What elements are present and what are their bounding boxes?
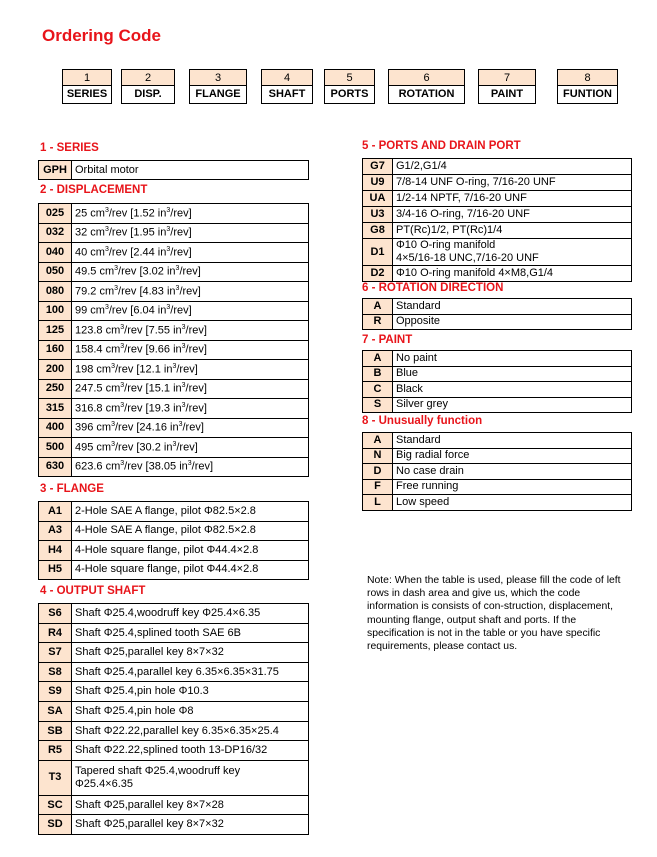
code-box-number: 6 bbox=[389, 70, 464, 86]
displacement-metric: 79.2 cm bbox=[75, 285, 115, 298]
code-cell: 200 bbox=[39, 360, 72, 380]
table-row bbox=[363, 159, 632, 175]
table-row bbox=[363, 351, 632, 367]
desc-cell bbox=[72, 795, 309, 815]
table-row bbox=[363, 207, 632, 223]
displacement-metric: 247.5 cm bbox=[75, 382, 121, 395]
table-row bbox=[39, 161, 309, 180]
code-cell: 032 bbox=[39, 223, 72, 243]
table-row bbox=[39, 721, 309, 741]
table-row bbox=[363, 433, 632, 449]
code-cell: 100 bbox=[39, 301, 72, 321]
superscript: 3 bbox=[120, 343, 125, 351]
superscript: 3 bbox=[166, 304, 171, 312]
code-box-number: 2 bbox=[122, 70, 174, 86]
displacement-unit: /rev] bbox=[179, 285, 201, 298]
desc-cell bbox=[72, 623, 309, 643]
code-cell: R bbox=[363, 314, 393, 330]
desc-cell bbox=[393, 433, 632, 449]
desc-cell bbox=[72, 360, 309, 380]
displacement-unit: /rev] bbox=[170, 226, 192, 239]
table-row bbox=[363, 239, 632, 266]
superscript: 3 bbox=[175, 284, 180, 292]
code-box-series bbox=[62, 69, 112, 104]
desc-text: Blue bbox=[396, 367, 419, 380]
code-cell: F bbox=[363, 479, 393, 495]
desc-cell bbox=[393, 299, 632, 315]
code-cell: R5 bbox=[39, 741, 72, 761]
displacement-metric: 198 cm bbox=[75, 363, 112, 376]
desc-text: No case drain bbox=[396, 464, 464, 477]
displacement-metric: 123.8 cm bbox=[75, 324, 121, 337]
desc-cell bbox=[72, 301, 309, 321]
superscript: 3 bbox=[104, 226, 109, 234]
code-cell: 315 bbox=[39, 399, 72, 419]
table-row bbox=[363, 299, 632, 315]
code-cell: 250 bbox=[39, 379, 72, 399]
table-row bbox=[39, 282, 309, 302]
ports-table bbox=[362, 158, 632, 282]
code-cell: H5 bbox=[39, 560, 72, 580]
code-box-number: 3 bbox=[190, 70, 246, 86]
displacement-table bbox=[38, 203, 309, 477]
table-row bbox=[39, 815, 309, 835]
table-row bbox=[39, 301, 309, 321]
table-row bbox=[39, 399, 309, 419]
code-box-ports bbox=[324, 69, 375, 104]
desc-cell bbox=[72, 560, 309, 580]
superscript: 3 bbox=[181, 323, 186, 331]
displacement-unit: /rev] bbox=[170, 207, 192, 220]
table-row bbox=[39, 340, 309, 360]
code-cell: 160 bbox=[39, 340, 72, 360]
desc-cell bbox=[72, 521, 309, 541]
desc-cell: Orbital motor bbox=[72, 161, 309, 180]
desc-text: Shaft Φ25,parallel key 8×7×32 bbox=[75, 646, 224, 659]
superscript: 3 bbox=[104, 245, 109, 253]
displacement-imperial: /rev [38.05 in bbox=[124, 460, 188, 473]
code-cell: H4 bbox=[39, 541, 72, 561]
desc-text: Opposite bbox=[396, 315, 441, 328]
code-cell: R4 bbox=[39, 623, 72, 643]
function-table bbox=[362, 432, 632, 511]
desc-cell bbox=[72, 379, 309, 399]
desc-cell bbox=[393, 366, 632, 382]
table-row bbox=[39, 502, 309, 522]
desc-text: Φ10 O-ring manifold bbox=[396, 239, 496, 252]
desc-cell bbox=[72, 204, 309, 224]
paint-table bbox=[362, 350, 632, 413]
table-row bbox=[363, 479, 632, 495]
code-cell: D2 bbox=[363, 266, 393, 282]
desc-cell bbox=[72, 662, 309, 682]
desc-cell bbox=[72, 760, 309, 795]
displacement-imperial: /rev [12.1 in bbox=[114, 363, 173, 376]
code-cell: SD bbox=[39, 815, 72, 835]
code-box-label: PAINT bbox=[490, 88, 524, 100]
displacement-unit: /rev] bbox=[176, 363, 198, 376]
displacement-imperial: /rev [24.16 in bbox=[114, 421, 179, 434]
code-cell: N bbox=[363, 448, 393, 464]
displacement-metric: 99 cm bbox=[75, 304, 105, 317]
desc-cell bbox=[393, 464, 632, 480]
desc-text: 7/8-14 UNF O-ring, 7/16-20 UNF bbox=[396, 176, 556, 189]
desc-text: Shaft Φ25.4,parallel key 6.35×6.35×31.75 bbox=[75, 665, 279, 678]
displacement-metric: 623.6 cm bbox=[75, 460, 121, 473]
table-row bbox=[39, 379, 309, 399]
desc-cell bbox=[393, 223, 632, 239]
flange-heading: 3 - FLANGE bbox=[40, 483, 104, 495]
table-row bbox=[363, 191, 632, 207]
displacement-unit: /rev] bbox=[170, 304, 192, 317]
displacement-imperial: /rev [3.02 in bbox=[118, 265, 176, 278]
superscript: 3 bbox=[120, 382, 125, 390]
desc-cell bbox=[393, 266, 632, 282]
displacement-metric: 396 cm bbox=[75, 421, 112, 434]
code-box-label: SHAFT bbox=[268, 88, 306, 100]
desc-text: 2-Hole SAE A flange, pilot Φ82.5×2.8 bbox=[75, 504, 256, 517]
code-cell: 500 bbox=[39, 438, 72, 458]
table-row bbox=[39, 760, 309, 795]
code-box-number: 7 bbox=[479, 70, 535, 86]
displacement-imperial: /rev [7.55 in bbox=[124, 324, 182, 337]
table-row bbox=[39, 223, 309, 243]
table-row bbox=[39, 795, 309, 815]
table-row bbox=[39, 262, 309, 282]
code-box-function bbox=[557, 69, 618, 104]
desc-text: Big radial force bbox=[396, 449, 470, 462]
desc-cell bbox=[72, 282, 309, 302]
table-row bbox=[39, 662, 309, 682]
desc-text: Shaft Φ22.22,parallel key 6.35×6.35×25.4 bbox=[75, 724, 279, 737]
displacement-imperial: /rev [19.3 in bbox=[124, 402, 182, 415]
code-box-number: 1 bbox=[63, 70, 111, 86]
code-cell: 040 bbox=[39, 243, 72, 263]
table-row bbox=[39, 560, 309, 580]
table-row bbox=[363, 448, 632, 464]
code-cell: S6 bbox=[39, 604, 72, 624]
shaft-table bbox=[38, 603, 309, 835]
table-row bbox=[39, 701, 309, 721]
shaft-heading: 4 - OUTPUT SHAFT bbox=[40, 585, 146, 597]
desc-cell bbox=[72, 262, 309, 282]
table-row bbox=[39, 521, 309, 541]
desc-cell bbox=[72, 418, 309, 438]
superscript: 3 bbox=[111, 362, 115, 370]
table-row bbox=[363, 397, 632, 413]
desc-cell bbox=[393, 351, 632, 367]
desc-text: G1/2,G1/4 bbox=[396, 160, 447, 173]
code-cell: A bbox=[363, 299, 393, 315]
superscript: 3 bbox=[178, 421, 183, 429]
displacement-metric: 316.8 cm bbox=[75, 402, 121, 415]
displacement-metric: 32 cm bbox=[75, 226, 105, 239]
displacement-unit: /rev] bbox=[191, 460, 214, 473]
displacement-unit: /rev] bbox=[185, 382, 207, 395]
desc-cell bbox=[393, 479, 632, 495]
table-row bbox=[363, 175, 632, 191]
superscript: 3 bbox=[187, 460, 192, 468]
function-heading: 8 - Unusually function bbox=[362, 415, 483, 427]
code-cell: S7 bbox=[39, 643, 72, 663]
displacement-imperial: /rev [1.95 in bbox=[108, 226, 167, 239]
desc-cell bbox=[393, 191, 632, 207]
desc-cell bbox=[72, 701, 309, 721]
superscript: 3 bbox=[120, 323, 125, 331]
desc-cell bbox=[72, 438, 309, 458]
desc-text: Shaft Φ25.4,pin hole Φ10.3 bbox=[75, 685, 209, 698]
table-row bbox=[363, 366, 632, 382]
desc-text: Shaft Φ25.4,pin hole Φ8 bbox=[75, 704, 194, 717]
superscript: 3 bbox=[166, 206, 171, 214]
superscript: 3 bbox=[172, 440, 177, 448]
code-cell: SA bbox=[39, 701, 72, 721]
desc-cell bbox=[393, 175, 632, 191]
code-box-rotation bbox=[388, 69, 465, 104]
table-row bbox=[39, 541, 309, 561]
code-cell: 630 bbox=[39, 457, 72, 477]
desc-cell bbox=[72, 682, 309, 702]
series-table bbox=[38, 160, 309, 180]
displacement-unit: /rev] bbox=[170, 246, 192, 259]
superscript: 3 bbox=[114, 284, 119, 292]
code-box-flange bbox=[189, 69, 247, 104]
desc-cell bbox=[393, 382, 632, 398]
desc-cell bbox=[393, 495, 632, 511]
superscript: 3 bbox=[120, 401, 125, 409]
page-title: Ordering Code bbox=[42, 26, 162, 45]
desc-text: 4-Hole SAE A flange, pilot Φ82.5×2.8 bbox=[75, 524, 256, 537]
desc-text: Shaft Φ25,parallel key 8×7×28 bbox=[75, 798, 224, 811]
table-row bbox=[363, 223, 632, 239]
code-cell: 025 bbox=[39, 204, 72, 224]
superscript: 3 bbox=[175, 265, 180, 273]
desc-cell bbox=[72, 321, 309, 341]
desc-text: No paint bbox=[396, 351, 437, 364]
code-cell: A bbox=[363, 433, 393, 449]
ports-heading: 5 - PORTS AND DRAIN PORT bbox=[362, 140, 521, 152]
superscript: 3 bbox=[114, 265, 119, 273]
displacement-unit: /rev] bbox=[185, 324, 207, 337]
code-cell: L bbox=[363, 495, 393, 511]
displacement-unit: /rev] bbox=[182, 421, 204, 434]
displacement-imperial: /rev [9.66 in bbox=[124, 343, 182, 356]
desc-text-line2: Φ25.4×6.35 bbox=[75, 777, 134, 790]
code-cell: B bbox=[363, 366, 393, 382]
desc-cell bbox=[72, 399, 309, 419]
desc-cell bbox=[72, 457, 309, 477]
displacement-unit: /rev] bbox=[176, 441, 198, 454]
displacement-imperial: /rev [15.1 in bbox=[124, 382, 182, 395]
desc-cell bbox=[393, 314, 632, 330]
desc-cell bbox=[393, 239, 632, 266]
table-row bbox=[39, 623, 309, 643]
desc-text: Shaft Φ25,parallel key 8×7×32 bbox=[75, 818, 224, 831]
displacement-heading: 2 - DISPLACEMENT bbox=[40, 184, 148, 196]
table-row bbox=[363, 266, 632, 282]
superscript: 3 bbox=[166, 245, 171, 253]
code-cell: U3 bbox=[363, 207, 393, 223]
displacement-imperial: /rev [4.83 in bbox=[118, 285, 176, 298]
code-box-label: FLANGE bbox=[195, 88, 241, 100]
table-row bbox=[39, 243, 309, 263]
code-cell: 400 bbox=[39, 418, 72, 438]
desc-cell bbox=[393, 448, 632, 464]
desc-cell bbox=[393, 159, 632, 175]
displacement-imperial: /rev [2.44 in bbox=[108, 246, 167, 259]
code-cell: A bbox=[363, 351, 393, 367]
code-box-label: ROTATION bbox=[398, 88, 455, 100]
desc-cell bbox=[393, 207, 632, 223]
rotation-table bbox=[362, 298, 632, 330]
code-cell: SC bbox=[39, 795, 72, 815]
table-row bbox=[39, 457, 309, 477]
displacement-imperial: /rev [30.2 in bbox=[114, 441, 173, 454]
superscript: 3 bbox=[120, 460, 125, 468]
desc-text: 4-Hole square flange, pilot Φ44.4×2.8 bbox=[75, 543, 259, 556]
desc-cell bbox=[72, 741, 309, 761]
code-cell: D1 bbox=[363, 239, 393, 266]
desc-text: Standard bbox=[396, 433, 441, 446]
table-row bbox=[363, 314, 632, 330]
code-cell: S9 bbox=[39, 682, 72, 702]
desc-text: 4-Hole square flange, pilot Φ44.4×2.8 bbox=[75, 563, 259, 576]
code-box-label: PORTS bbox=[330, 88, 369, 100]
table-row bbox=[39, 643, 309, 663]
displacement-metric: 25 cm bbox=[75, 207, 105, 220]
desc-cell bbox=[72, 340, 309, 360]
desc-text: Standard bbox=[396, 299, 441, 312]
code-cell: D bbox=[363, 464, 393, 480]
desc-cell bbox=[72, 502, 309, 522]
code-cell: T3 bbox=[39, 760, 72, 795]
superscript: 3 bbox=[111, 440, 115, 448]
desc-cell bbox=[72, 243, 309, 263]
table-row bbox=[39, 360, 309, 380]
desc-text: PT(Rc)1/2, PT(Rc)1/4 bbox=[396, 224, 503, 237]
rotation-heading: 6 - ROTATION DIRECTION bbox=[362, 282, 504, 294]
desc-text: Shaft Φ22.22,splined tooth 13-DP16/32 bbox=[75, 744, 268, 757]
table-row bbox=[39, 682, 309, 702]
displacement-metric: 49.5 cm bbox=[75, 265, 115, 278]
desc-cell bbox=[72, 604, 309, 624]
paint-heading: 7 - PAINT bbox=[362, 334, 413, 346]
displacement-unit: /rev] bbox=[185, 343, 207, 356]
code-cell: 080 bbox=[39, 282, 72, 302]
code-cell: G7 bbox=[363, 159, 393, 175]
table-row bbox=[363, 382, 632, 398]
desc-text: Free running bbox=[396, 480, 459, 493]
displacement-imperial: /rev [6.04 in bbox=[108, 304, 167, 317]
code-cell: A1 bbox=[39, 502, 72, 522]
displacement-unit: /rev] bbox=[179, 265, 201, 278]
code-box-paint bbox=[478, 69, 536, 104]
desc-text: 3/4-16 O-ring, 7/16-20 UNF bbox=[396, 208, 530, 221]
code-cell: GPH bbox=[39, 161, 72, 180]
code-cell: U9 bbox=[363, 175, 393, 191]
table-row bbox=[39, 438, 309, 458]
superscript: 3 bbox=[166, 226, 171, 234]
desc-cell bbox=[393, 397, 632, 413]
table-row bbox=[39, 204, 309, 224]
desc-cell bbox=[72, 541, 309, 561]
code-cell: S8 bbox=[39, 662, 72, 682]
superscript: 3 bbox=[181, 401, 186, 409]
superscript: 3 bbox=[181, 343, 186, 351]
superscript: 3 bbox=[111, 421, 115, 429]
code-cell: 050 bbox=[39, 262, 72, 282]
table-row bbox=[39, 604, 309, 624]
superscript: 3 bbox=[104, 304, 109, 312]
desc-text: Shaft Φ25.4,splined tooth SAE 6B bbox=[75, 626, 241, 639]
flange-table bbox=[38, 501, 309, 580]
code-box-label: DISP. bbox=[134, 88, 162, 100]
code-box-label: FUNTION bbox=[563, 88, 612, 100]
table-row bbox=[39, 741, 309, 761]
desc-text: Shaft Φ25.4,woodruff key Φ25.4×6.35 bbox=[75, 606, 261, 619]
superscript: 3 bbox=[172, 362, 177, 370]
desc-cell bbox=[72, 815, 309, 835]
desc-text: Black bbox=[396, 382, 423, 395]
code-cell: 125 bbox=[39, 321, 72, 341]
code-cell: G8 bbox=[363, 223, 393, 239]
code-box-number: 8 bbox=[558, 70, 617, 86]
desc-text: Φ10 O-ring manifold 4×M8,G1/4 bbox=[396, 267, 554, 280]
displacement-imperial: /rev [1.52 in bbox=[108, 207, 167, 220]
code-cell: C bbox=[363, 382, 393, 398]
code-box-shaft bbox=[261, 69, 313, 104]
series-heading: 1 - SERIES bbox=[40, 142, 99, 154]
code-box-label: SERIES bbox=[66, 88, 108, 100]
code-box-number: 4 bbox=[262, 70, 312, 86]
code-box-number: 5 bbox=[325, 70, 374, 86]
note-text: Note: When the table is used, please fill the code of left rows in dash area and give us, which the code information is consists of con-struction, displacement, mounting flange, output shaft and ports. If the specification is not in the table or you have specific requirements, please contact us. bbox=[367, 575, 621, 653]
superscript: 3 bbox=[181, 382, 186, 390]
superscript: 3 bbox=[104, 206, 109, 214]
desc-cell bbox=[72, 721, 309, 741]
code-box-displacement bbox=[121, 69, 175, 104]
displacement-metric: 495 cm bbox=[75, 441, 112, 454]
displacement-metric: 40 cm bbox=[75, 246, 105, 259]
code-cell: A3 bbox=[39, 521, 72, 541]
desc-cell bbox=[72, 643, 309, 663]
desc-text-line2: 4×5/16-18 UNC,7/16-20 UNF bbox=[396, 252, 539, 264]
table-row bbox=[363, 495, 632, 511]
displacement-unit: /rev] bbox=[185, 402, 207, 415]
table-row bbox=[39, 321, 309, 341]
code-cell: SB bbox=[39, 721, 72, 741]
table-row bbox=[39, 418, 309, 438]
code-cell: UA bbox=[363, 191, 393, 207]
desc-text: 1/2-14 NPTF, 7/16-20 UNF bbox=[396, 192, 527, 205]
desc-text: Tapered shaft Φ25.4,woodruff key bbox=[75, 765, 241, 778]
desc-text: Silver grey bbox=[396, 398, 448, 411]
displacement-metric: 158.4 cm bbox=[75, 343, 121, 356]
table-row bbox=[363, 464, 632, 480]
code-cell: S bbox=[363, 397, 393, 413]
desc-text: Low speed bbox=[396, 495, 450, 508]
desc-cell bbox=[72, 223, 309, 243]
